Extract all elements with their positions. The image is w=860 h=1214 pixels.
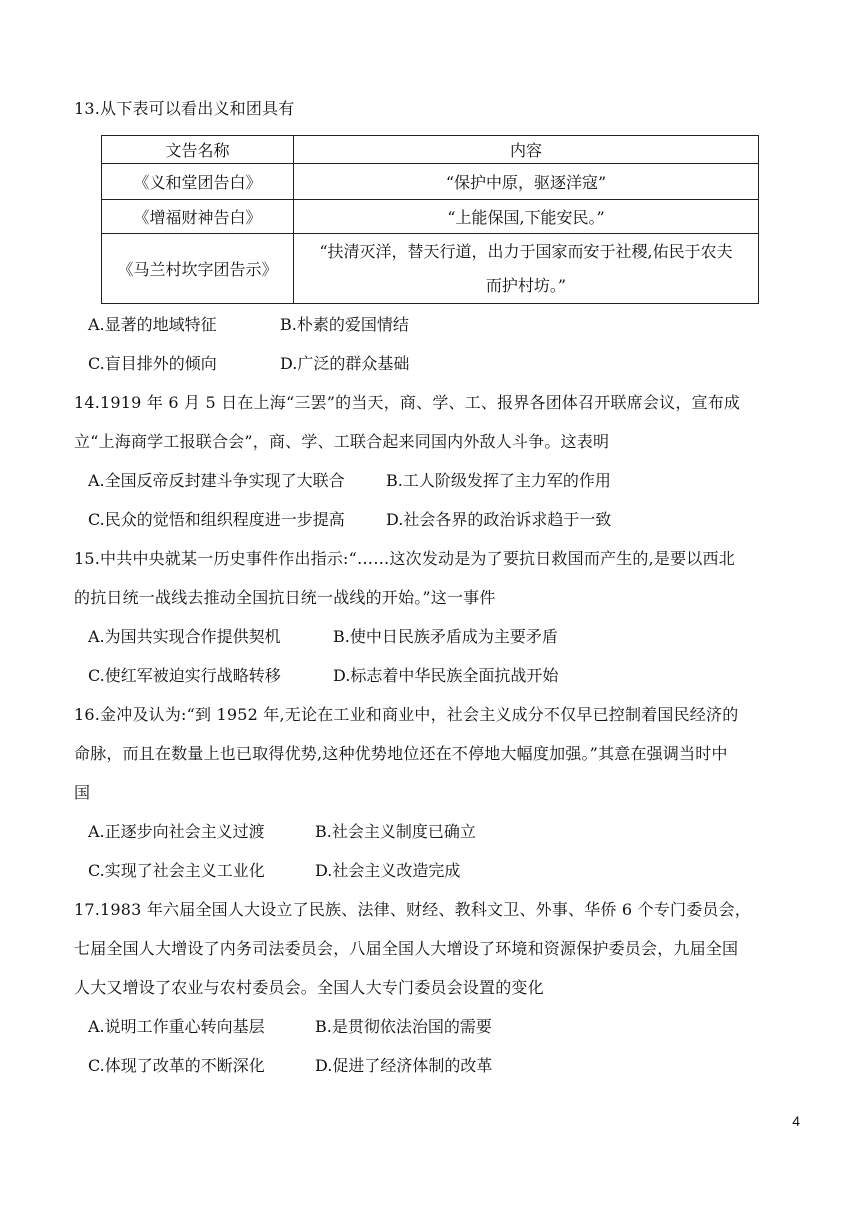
q15-option-c[interactable]: C.使红军被迫实行战略转移	[88, 666, 281, 685]
table-cell-content: “保护中原，驱逐洋寇”	[294, 164, 759, 200]
table-cell-content-line2: 而护村坊。”	[485, 275, 567, 295]
q15-option-d[interactable]: D.标志着中华民族全面抗战开始	[333, 666, 559, 685]
q16-option-a[interactable]: A.正逐步向社会主义过渡	[88, 822, 265, 841]
q13-option-d[interactable]: D.广泛的群众基础	[280, 354, 410, 373]
q13-stem: 13.从下表可以看出义和团具有	[74, 99, 295, 118]
q14-stem-line2: 立“上海商学工报联合会”，商、学、工联合起来同国内外敌人斗争。这表明	[74, 432, 610, 451]
q13-option-a[interactable]: A.显著的地域特征	[88, 315, 217, 334]
q14-option-b[interactable]: B.工人阶级发挥了主力军的作用	[386, 471, 611, 490]
q17-option-a[interactable]: A.说明工作重心转向基层	[88, 1017, 265, 1036]
q17-stem-line2: 七届全国人大增设了内务司法委员会，八届全国人大增设了环境和资源保护委员会，九届全国	[74, 939, 739, 958]
q17-option-b[interactable]: B.是贯彻依法治国的需要	[315, 1017, 492, 1036]
table-cell-content: “上能保国,下能安民。”	[294, 200, 759, 234]
table-row	[102, 234, 759, 304]
table-cell-name: 《义和堂团告白》	[102, 164, 294, 200]
q13-table	[101, 135, 759, 304]
table-cell-name: 《马兰村坎字团告示》	[102, 234, 294, 304]
q16-option-b[interactable]: B.社会主义制度已确立	[315, 822, 476, 841]
table-header-row	[102, 136, 759, 164]
q15-stem-line1: 15.中共中央就某一历史事件作出指示:“……这次发动是为了要抗日救国而产生的,是要以西北	[74, 549, 735, 568]
table-header-name: 文告名称	[102, 136, 294, 164]
q14-option-d[interactable]: D.社会各界的政治诉求趋于一致	[386, 510, 612, 529]
q14-stem-line1: 14.1919 年 6 月 5 日在上海“三罢”的当天，商、学、工、报界各团体召开联席会议，宣布成	[74, 393, 741, 412]
table-cell-name: 《增福财神告白》	[102, 200, 294, 234]
q13-option-c[interactable]: C.盲目排外的倾向	[88, 354, 217, 373]
q17-option-c[interactable]: C.体现了改革的不断深化	[88, 1056, 265, 1075]
q16-stem-line3: 国	[74, 783, 91, 802]
table-row	[102, 200, 759, 234]
q14-option-a[interactable]: A.全国反帝反封建斗争实现了大联合	[88, 471, 345, 490]
table-header-content: 内容	[294, 136, 759, 164]
table-row	[102, 164, 759, 200]
q15-option-b[interactable]: B.使中日民族矛盾成为主要矛盾	[333, 627, 558, 646]
q16-stem-line2: 命脉，而且在数量上也已取得优势,这种优势地位还在不停地大幅度加强。”其意在强调当时中	[74, 744, 728, 763]
q17-stem-line3: 人大又增设了农业与农村委员会。全国人大专门委员会设置的变化	[74, 978, 544, 997]
q16-stem-line1: 16.金冲及认为:“到 1952 年,无论在工业和商业中，社会主义成分不仅早已控制着国民经济的	[74, 705, 739, 724]
q17-stem-line1: 17.1983 年六届全国人大设立了民族、法律、财经、教科文卫、外事、华侨 6 个专门委员会，	[74, 900, 752, 919]
q17-option-d[interactable]: D.促进了经济体制的改革	[315, 1056, 493, 1075]
table-cell-content	[294, 234, 759, 304]
q15-stem-line2: 的抗日统一战线去推动全国抗日统一战线的开始。”这一事件	[74, 588, 496, 607]
q14-option-c[interactable]: C.民众的觉悟和组织程度进一步提高	[88, 510, 345, 529]
q16-option-d[interactable]: D.社会主义改造完成	[315, 861, 461, 880]
q15-option-a[interactable]: A.为国共实现合作提供契机	[88, 627, 281, 646]
table-cell-content-line1: “扶清灭洋，替天行道，出力于国家而安于社稷,佑民于农夫	[319, 241, 733, 261]
page-number: 4	[792, 1113, 800, 1129]
q13-option-b[interactable]: B.朴素的爱国情结	[280, 315, 409, 334]
q16-option-c[interactable]: C.实现了社会主义工业化	[88, 861, 265, 880]
